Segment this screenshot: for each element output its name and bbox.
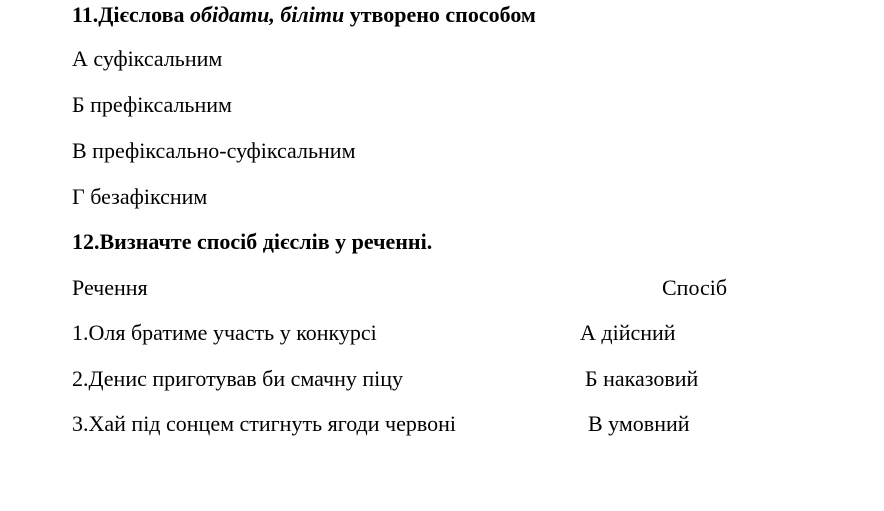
q12-sentence-3: 3.Хай під сонцем стигнуть ягоди червоні (72, 411, 456, 436)
question-11-verbs: обідати, біліти (189, 2, 345, 27)
q12-mood-a: А дійсний (580, 320, 676, 345)
q12-mood-c: В умовний (588, 411, 690, 436)
question-11-heading (72, 2, 536, 28)
q12-sentence-2: 2.Денис приготував би смачну піцу (72, 366, 404, 391)
q11-option-d: Г безафіксним (72, 184, 208, 209)
question-11-suffix: утворено способом (344, 2, 536, 27)
q12-header-mood: Спосіб (662, 275, 728, 300)
q11-option-b: Б префіксальним (72, 92, 232, 117)
q11-option-c: В префіксально-суфіксальним (72, 138, 356, 163)
q11-option-a: А суфіксальним (72, 46, 223, 71)
q12-header-sentence: Речення (72, 275, 148, 300)
question-12-heading: 12.Визначте спосіб дієслів у реченні. (72, 229, 433, 254)
q12-sentence-1: 1.Оля братиме участь у конкурсі (72, 320, 377, 345)
q12-mood-b: Б наказовий (585, 366, 699, 391)
question-11-prefix: 11.Дієслова (72, 2, 190, 27)
